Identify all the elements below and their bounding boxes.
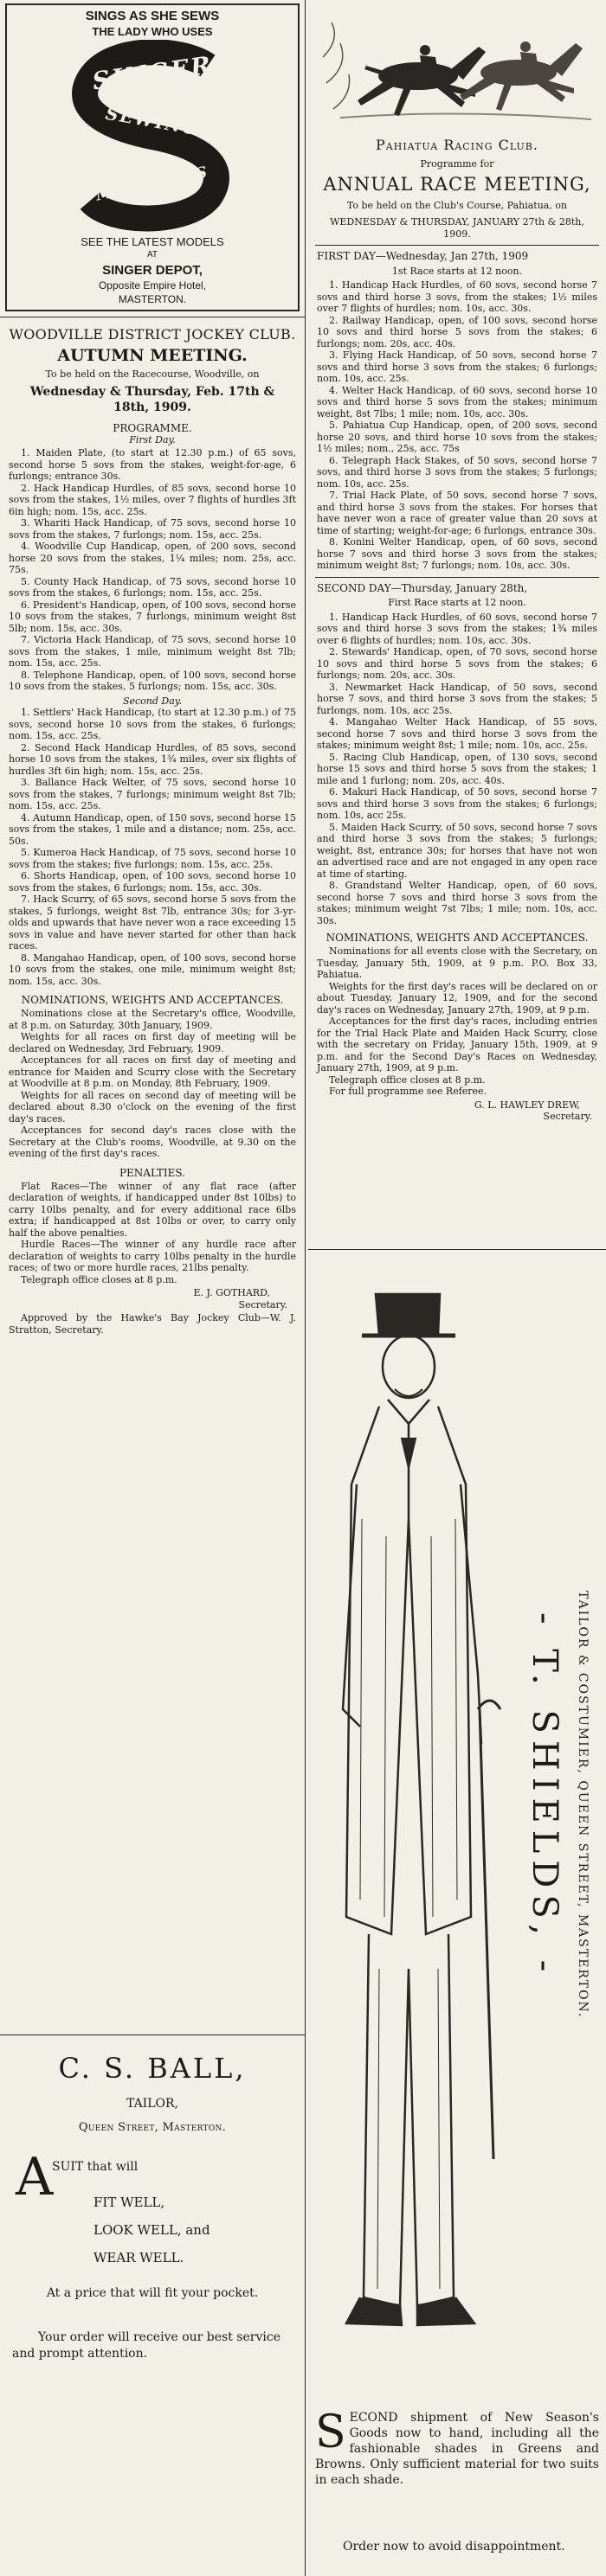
singer-address: Opposite Empire Hotel,	[98, 279, 207, 292]
race-item: 6. Makuri Hack Handicap, of 50 sovs, second horse 7 sovs and third horse 3 sovs from the stakes; 6 furlongs; nom. 10s, acc 25s.	[317, 786, 597, 821]
race-item: 4. Woodville Cup Handicap, open, of 200 sovs, second horse 20 sovs from the stakes, 1¼ miles; nom. 25s, acc. 75s.	[9, 541, 296, 575]
woodville-intro: To be held on the Racecourse, Woodville, on	[45, 368, 260, 380]
race-item: 2. Hack Handicap Hurdles, of 85 sovs, second horse 10 sovs from the stakes, 1½ miles, over 7 flights of hurdles 3ft 6in high; nom. 15s, acc. 25s.	[9, 482, 296, 517]
race-item: 2. Stewards' Handicap, open, of 70 sovs, second horse 10 sovs and third horse 5 sovs from the stakes; 6 furlongs; nom. 20s, acc. 30s.	[317, 646, 597, 681]
notice-paragraph: Acceptances for all races on first day of meeting and entrance for Maiden and Scurry close with the Secretary at Woodville at 8 p.m. on Monday, 8th February, 1909.	[9, 1054, 296, 1089]
ball-name: C. S. BALL,	[58, 2052, 247, 2085]
race-item: 7. Hack Scurry, of 65 sovs, second horse 5 sovs from the stakes, 5 furlongs, weight 8st 7lb, entrance 30s; for 3-yr-olds and upwards that have never won a race exceeding 15 sovs in value and have never started for other than hack races.	[9, 894, 296, 952]
woodville-day1-list	[0, 447, 305, 693]
ball-look: LOOK WELL, and	[93, 2222, 210, 2238]
pahiatua-signature: G. L. HAWLEY DREW,	[474, 1099, 580, 1111]
singer-tagline: SINGS AS SHE SEWS	[85, 9, 220, 23]
race-item: 5. Maiden Hack Scurry, of 50 sovs, second horse 7 sovs and third horse 3 sovs from the stakes; 5 furlongs; weight, 8st, entrance 30s; for horses that have not won an advertised race and are not engaged in any open race at time of starting.	[317, 821, 597, 880]
race-item: 5. County Hack Handicap, of 75 sovs, second horse 10 sovs from the stakes, 6 furlongs; nom. 15s, acc. 25s.	[9, 575, 296, 599]
ball-address: Queen Street, Masterton.	[78, 2121, 227, 2134]
race-item: 5. Kumeroa Hack Handicap, of 75 sovs, second horse 10 sovs from the stakes; five furlongs; nom. 15s, acc. 25s.	[9, 847, 296, 870]
pahiatua-programme-for: Programme for	[420, 158, 494, 170]
race-item: 6. Shorts Handicap, open, of 100 sovs, second horse 10 sovs from the stakes, 6 furlongs; nom. 15s, acc. 30s.	[9, 870, 296, 894]
woodville-nominations-title: NOMINATIONS, WEIGHTS AND ACCEPTANCES.	[21, 994, 284, 1006]
race-item: 8. Konini Welter Handicap, open, of 60 sovs, second horse 7 sovs and third horse 3 sovs from the stakes; minimum weight 8st; 7 furlongs; nom. 10s, acc. 30s.	[317, 536, 597, 571]
race-item: 6. Telegraph Hack Stakes, of 50 sovs, second horse 7 sovs, and third horse 3 sovs from the stakes; 5 furlongs; nom. 10s, acc. 25s.	[317, 454, 597, 490]
pahiatua-nominations-title: NOMINATIONS, WEIGHTS AND ACCEPTANCES.	[326, 932, 589, 944]
woodville-nominations	[0, 1008, 305, 1160]
race-item: 8. Mangahao Handicap, open, of 100 sovs, second horse 10 sovs from the stakes, one mile, minimum weight 8st; nom. 15s, acc. 30s.	[9, 952, 296, 987]
singer-tagline-2: THE LADY WHO USES	[92, 25, 213, 38]
notice-paragraph: Flat Races—The winner of any flat race (after declaration of weights, if handicapped under 8st 10lbs) to carry 10lbs penalty, and for every additional race 6lbs extra; if handicapped at 8st 10lbs or over, to carry only half the above penalties.	[9, 1180, 296, 1239]
singer-latest-models: SEE THE LATEST MODELS	[81, 235, 224, 248]
race-item: 5. Pahiatua Cup Handicap, open, of 200 sovs, second horse 20 sovs, and third horse 10 sovs from the stakes; 1½ miles; nom., 25s, acc. 75s	[317, 420, 597, 454]
pahiatua-day2: SECOND DAY—Thursday, January 28th,	[317, 581, 528, 594]
woodville-club: WOODVILLE DISTRICT JOCKEY CLUB.	[9, 326, 296, 343]
pahiatua-day2-list	[308, 612, 606, 927]
ball-order: Your order will receive our best service and prompt attention.	[12, 2330, 280, 2361]
race-item: 7. Victoria Hack Handicap, of 75 sovs, second horse 10 sovs from the stakes, 1 mile, minimum weight 8st 7lb; nom. 15s, acc. 25s.	[9, 634, 296, 669]
race-item: 1. Handicap Hack Hurdles, of 60 sovs, second horse 7 sovs and third horse 3 sovs, from the stakes; 1½ miles over 7 flights of hurdles; nom. 10s, acc. 30s.	[317, 279, 597, 314]
race-item: 3. Flying Hack Handicap, of 50 sovs, second horse 7 sovs and third horse 3 sovs from the stakes; 6 furlongs; nom. 10s, acc. 25s.	[317, 349, 597, 384]
race-item: 1. Settlers' Hack Handicap, (to start at 12.30 p.m.) of 75 sovs, second horse 10 sovs from the stakes, 6 furlongs; nom. 15s, acc. 25s.	[9, 707, 296, 741]
race-item: 4. Mangahao Welter Hack Handicap, of 55 sovs, second horse 7 sovs and third horse 3 sovs from the stakes; minimum weight 8st; 1 mile; nom. 10s, acc. 25s.	[317, 716, 597, 751]
singer-logo-word-1: SINGER	[90, 50, 215, 96]
pahiatua-day2-start: First Race starts at 12 noon.	[388, 597, 526, 608]
woodville-signature-role: Secretary.	[238, 1298, 287, 1310]
woodville-day1: First Day.	[129, 433, 176, 445]
race-item: 7. Trial Hack Plate, of 50 sovs, second horse 7 sovs, and third horse 3 sovs from the stakes. For horses that have never won a race of greater value than 20 sovs at time of starting; weight-for-age; 6 furlongs, entrance 30s.	[317, 490, 597, 536]
racehorse-illustration	[314, 5, 600, 135]
divider	[315, 245, 599, 246]
pahiatua-nominations	[308, 945, 606, 1098]
pahiatua-signature-role: Secretary.	[543, 1111, 592, 1122]
ball-wear: WEAR WELL.	[93, 2250, 184, 2265]
race-item: 3. Newmarket Hack Handicap, of 50 sovs, second horse 7 sovs, and third horse 3 sovs from the stakes; 5 furlongs, nom. 10s, acc 25s.	[317, 681, 597, 716]
singer-logo-word-2: SEWING	[104, 102, 201, 140]
woodville-signature: E. J. GOTHARD,	[193, 1287, 270, 1298]
race-item: 3. Whariti Hack Handicap, of 75 sovs, second horse 10 sovs from the stakes, 7 furlongs; nom. 15s, acc. 25s.	[9, 517, 296, 541]
ball-ad	[0, 2043, 305, 2573]
race-item: 4. Welter Hack Handicap, of 60 sovs, second horse 10 sovs and third horse 5 sovs from the stakes; minimum weight, 8st 7lbs; 1 mile; nom. 10s, acc. 30s.	[317, 384, 597, 420]
singer-at: AT	[146, 250, 158, 260]
race-item: 6. President's Handicap, open, of 100 sovs, second horse 10 sovs from the stakes, 7 furlongs, minimum weight 8st 5lb; nom. 15s, acc. 30s.	[9, 599, 296, 634]
shields-name: - T. SHIELDS, -	[525, 1612, 564, 1979]
woodville-penalties-title: PENALTIES.	[119, 1166, 186, 1179]
pahiatua-day1-list	[308, 279, 606, 572]
ball-trade: TAILOR,	[126, 2097, 178, 2111]
pahiatua-dates: WEDNESDAY & THURSDAY, JANUARY 27th & 28th, 1909.	[330, 216, 584, 240]
race-item: 1. Maiden Plate, (to start at 12.30 p.m.) of 65 sovs, second horse 5 sovs from the stakes, weight-for-age, 6 furlongs; entrance 30s.	[9, 447, 296, 482]
notice-paragraph: Weights for all races on second day of meeting will be declared about 8.30 o'clock on the evening of the first day's races.	[9, 1089, 296, 1125]
woodville-day2: Second Day.	[122, 695, 183, 707]
shields-ad	[308, 1259, 606, 2573]
woodville-programme: PROGRAMME.	[113, 421, 192, 434]
gentleman-illustration	[308, 1259, 516, 2393]
notice-paragraph: Telegraph office closes at 8 p.m.	[21, 1273, 177, 1285]
pahiatua-day1-start: 1st Race starts at 12 noon.	[391, 265, 523, 277]
race-item: 3. Ballance Hack Welter, of 75 sovs, second horse 10 sovs from the stakes, 7 furlongs; minimum weight 8st 7lb; nom. 15s, acc. 25s.	[9, 777, 296, 811]
pahiatua-intro: To be held on the Club's Course, Pahiatua, on	[346, 199, 568, 211]
notice-paragraph: Weights for the first day's races will be declared on or about Tuesday, January 12, 1909, and for the second day's races on Wednesday, January 27th, 1909, at 9 p.m.	[317, 980, 597, 1016]
ball-fit: FIT WELL,	[93, 2195, 165, 2210]
woodville-day2-list	[0, 707, 305, 987]
notice-paragraph: Hurdle Races—The winner of any hurdle race after declaration of weights to carry 10lbs penalty in the hurdle races; of two or more hurdle races, 21lbs penalty.	[9, 1239, 296, 1273]
pahiatua-club: Pahiatua Racing Club.	[376, 137, 538, 153]
race-item: 8. Telephone Handicap, open, of 100 sovs, second horse 10 sovs from the stakes, 5 furlongs; nom. 15s, acc. 30s.	[9, 669, 296, 692]
singer-depot: SINGER DEPOT,	[102, 263, 203, 278]
shields-body-text: ECOND shipment of New Season's Goods now to hand, including all the fashionable shades in Greens and Browns. Only sufficient material for two suits in each shade.	[315, 2411, 599, 2487]
pahiatua-title: ANNUAL RACE MEETING,	[323, 173, 591, 195]
notice-paragraph: Nominations for all events close with the Secretary, on Tuesday, January 5th, 1909, at 9 p.m. P.O. Box 33, Pahiatua.	[317, 945, 597, 980]
race-item: 2. Railway Handicap, open, of 100 sovs, second horse 10 sovs and third horse 5 sovs from the stakes; 6 furlongs; nom. 20s, acc. 40s.	[317, 314, 597, 349]
notice-paragraph: Nominations close at the Secretary's office, Woodville, at 8 p.m. on Saturday, 30th January, 1909.	[9, 1008, 296, 1031]
race-item: 5. Racing Club Handicap, open, of 130 sovs, second horse 15 sovs and third horse 5 sovs from the stakes; 1 mile and 1 furlong; nom. 20s, acc. 40s.	[317, 751, 597, 786]
ball-dropcap: A	[16, 2147, 54, 2208]
race-item: 4. Autumn Handicap, open, of 150 sovs, second horse 15 sovs from the stakes, 1 mile and a distance; nom. 25s, acc. 50s.	[9, 811, 296, 847]
race-item: 1. Handicap Hack Hurdles, of 60 sovs, second horse 7 sovs and third horse 3 sovs from the stakes; 1¾ miles over 6 flights of hurdles; nom. 10s, acc. 30s.	[317, 611, 597, 646]
singer-ad	[5, 3, 300, 311]
notice-paragraph: Acceptances for second day's races close with the Secretary at the Club's rooms, Woodville, at 9.30 on the evening of the first day's races.	[9, 1125, 296, 1159]
notice-paragraph: For full programme see Referee.	[329, 1086, 487, 1097]
race-item: 2. Second Hack Handicap Hurdles, of 85 sovs, second horse 10 sovs from the stakes, 1¾ miles, over six flights of hurdles 3ft 6in high; nom. 15s, acc. 25s.	[9, 741, 296, 777]
woodville-title: AUTUMN MEETING.	[57, 346, 248, 365]
ball-price: At a price that will fit your pocket.	[46, 2286, 259, 2300]
shields-footer: Order now to avoid disappointment.	[343, 2540, 565, 2554]
notice-paragraph: Telegraph office closes at 8 p.m.	[329, 1073, 486, 1086]
notice-paragraph: Weights for all races on first day of meeting will be declared on Wednesday, 3rd February, 1909.	[9, 1031, 296, 1054]
pahiatua-day1: FIRST DAY—Wednesday, Jan 27th, 1909	[317, 250, 529, 262]
race-item: 8. Grandstand Welter Handicap, open, of 60 sovs, second horse 7 sovs and third horse 3 sovs from the stakes; minimum weight 7st 7lbs; 1 mile; nom. 10s, acc. 30s.	[317, 880, 597, 926]
shields-subtitle: TAILOR & COSTUMIER, QUEEN STREET, MASTERTON.	[576, 1590, 590, 2019]
divider	[315, 577, 599, 578]
ball-body	[10, 2147, 294, 2329]
woodville-ad	[0, 317, 305, 2035]
pahiatua-ad	[308, 3, 606, 1250]
woodville-dates: Wednesday & Thursday, Feb. 17th & 18th, 1909.	[29, 384, 275, 414]
shields-body	[315, 2406, 599, 2488]
notice-paragraph: Acceptances for the first day's races, including entries for the Trial Hack Plate and Maiden Hack Scurry, close with the secretary on Friday, January 15th, 1909, at 9 p.m. and for the Second Day's Races on Wednesday, January 27th, 1909, at 9 p.m.	[317, 1016, 597, 1073]
singer-town: MASTERTON.	[118, 293, 187, 305]
woodville-penalties	[0, 1181, 305, 1286]
woodville-approved: Approved by the Hawke's Bay Jockey Club—W. J. Stratton, Secretary.	[9, 1312, 296, 1336]
ball-suit-line: SUIT that will	[52, 2160, 139, 2174]
shields-dropcap: S	[315, 2406, 346, 2458]
right-column	[308, 0, 606, 2576]
singer-logo-word-3: MACHINES	[93, 163, 211, 205]
